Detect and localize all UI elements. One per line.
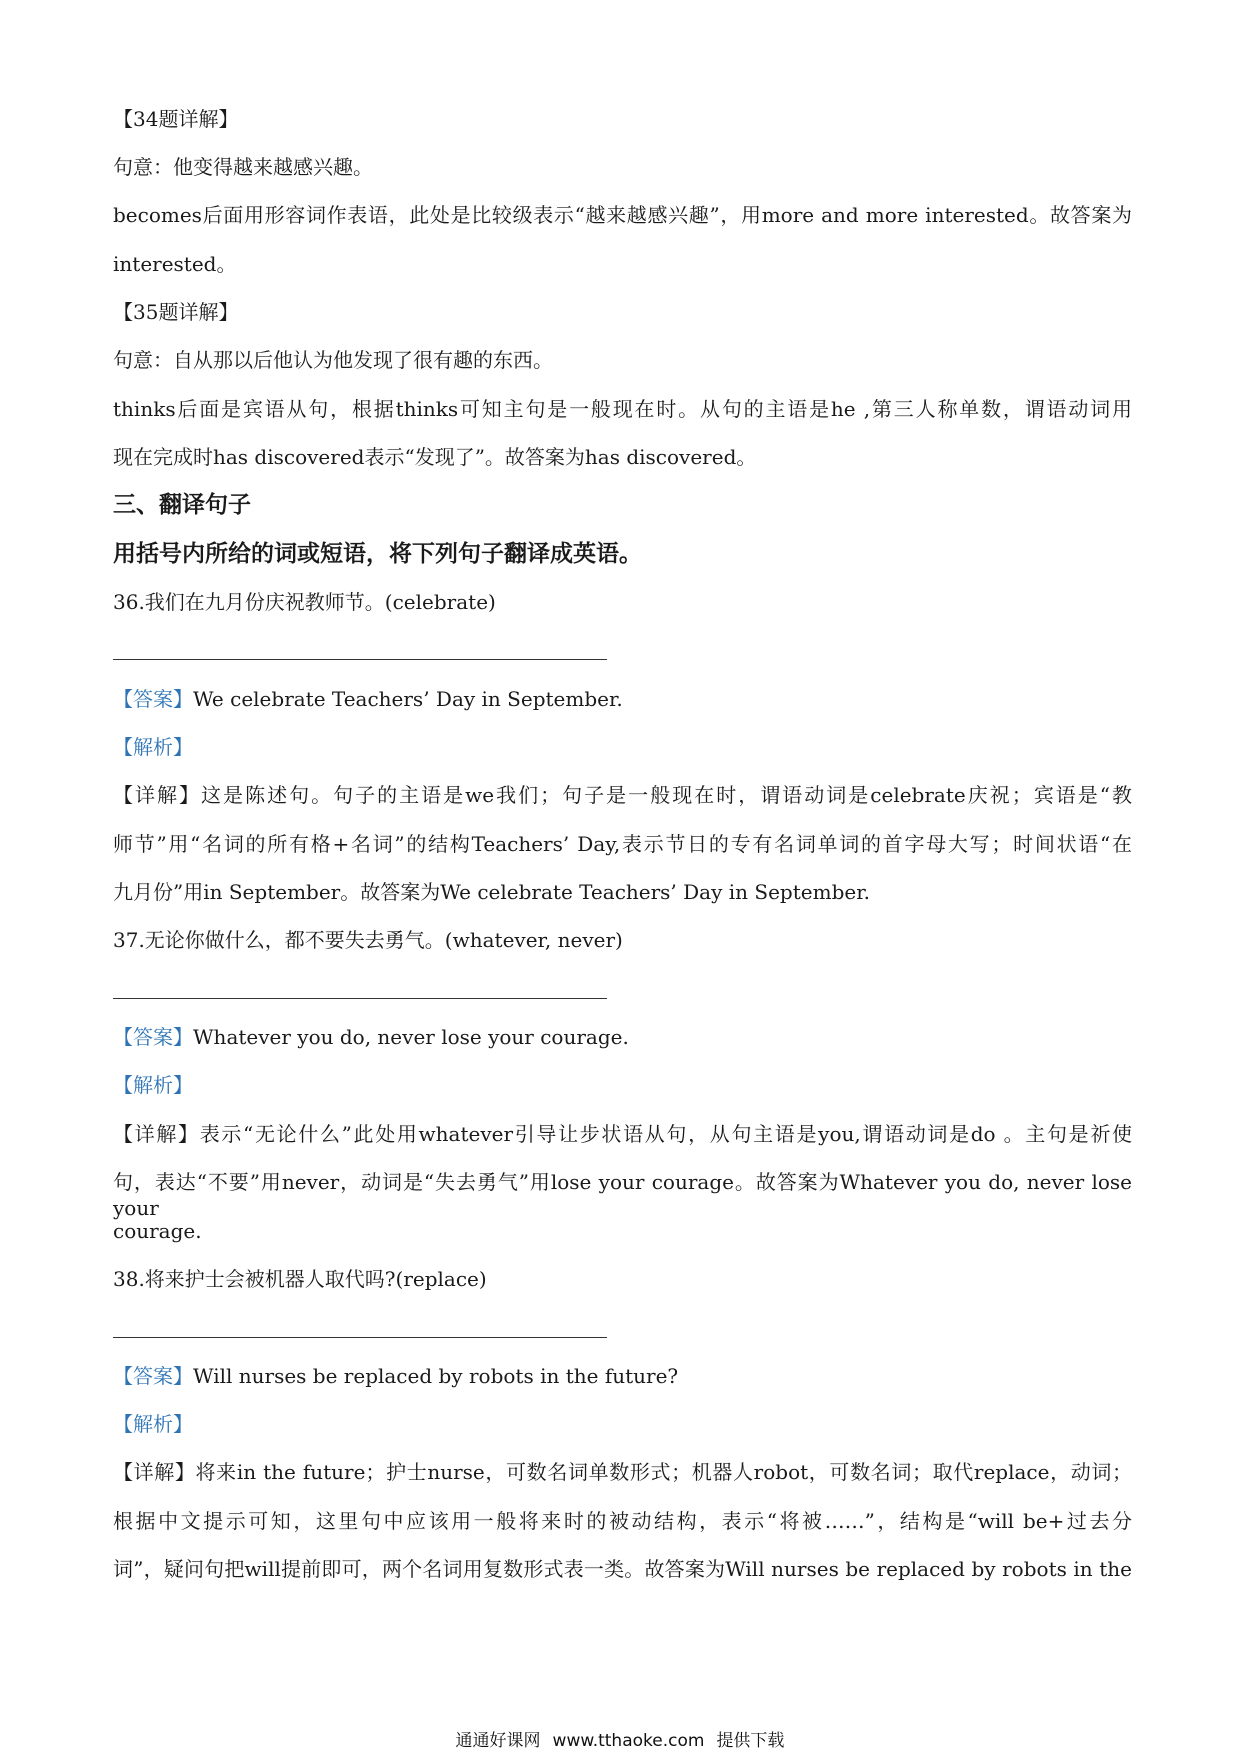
q37-answer-text: Whatever you do, never lose your courage. <box>193 1025 629 1049</box>
q38-question: 38.将来护士会被机器人取代吗?(replace) <box>113 1267 487 1291</box>
q37-analysis-tag: 【解析】 <box>113 1073 193 1097</box>
q38-answer <box>113 1363 1132 1389</box>
q36-question: 36.我们在九月份庆祝教师节。(celebrate) <box>113 590 496 614</box>
q34-meaning: 句意：他变得越来越感兴趣。 <box>113 155 373 179</box>
q36-detail-line-3: 九月份”用in September。故答案为We celebrate Teachers’ Day in September. <box>113 880 870 904</box>
q37-detail-line-1 <box>113 1121 1132 1147</box>
page-footer <box>0 1726 1240 1751</box>
q37-detail-line-2: 句，表达“不要”用never，动词是“失去勇气”用lose your courage。故答案为Whatever you do, never lose your <box>113 1170 1132 1220</box>
q38-detail-line-3: 词”，疑问句把will提前即可，两个名词用复数形式表一类。故答案为Will nurses be replaced by robots in the <box>113 1557 1132 1581</box>
q35-heading: 【35题详解】 <box>113 300 239 324</box>
q38-detail-text-1: 将来in the future；护士nurse，可数名词单数形式；机器人robot，可数名词；取代replace，动词； <box>195 1460 1132 1484</box>
q38-detail-line-1 <box>113 1459 1132 1485</box>
q37-answer-blank <box>113 998 607 999</box>
q38-analysis-tag: 【解析】 <box>113 1412 193 1436</box>
q37-detail-line-3: courage. <box>113 1219 202 1243</box>
q36-answer-tag: 【答案】 <box>113 687 193 711</box>
q34-explanation-line-2: interested。 <box>113 252 237 276</box>
q35-meaning: 句意：自从那以后他认为他发现了很有趣的东西。 <box>113 348 553 372</box>
q35-explanation-line-1: thinks后面是宾语从句，根据thinks可知主句是一般现在时。从句的主语是he ,第三人称单数，谓语动词用 <box>113 397 1132 421</box>
footer-site-name: 通通好课网 <box>455 1731 541 1751</box>
q37-answer <box>113 1024 1132 1050</box>
q36-answer-text: We celebrate Teachers’ Day in September. <box>193 687 623 711</box>
footer-url[interactable]: www.tthaoke.com <box>552 1731 705 1751</box>
q37-answer-tag: 【答案】 <box>113 1025 193 1049</box>
q36-detail-line-1 <box>113 782 1132 808</box>
q37-detail-text-1: 表示“无论什么”此处用whatever引导让步状语从句，从句主语是you,谓语动词是do 。主句是祈使 <box>199 1122 1132 1146</box>
q37-question: 37.无论你做什么，都不要失去勇气。(whatever, never) <box>113 928 623 952</box>
q38-detail-line-2: 根据中文提示可知，这里句中应该用一般将来时的被动结构，表示“将被……”，结构是“will be+过去分 <box>113 1509 1132 1533</box>
q36-detail-line-2: 师节”用“名词的所有格+名词”的结构Teachers’ Day,表示节日的专有名词单词的首字母大写；时间状语“在 <box>113 832 1132 856</box>
q36-detail-text-1: 这是陈述句。句子的主语是we我们；句子是一般现在时，谓语动词是celebrate庆祝；宾语是“教 <box>201 783 1133 807</box>
q36-answer-blank <box>113 659 607 660</box>
q36-analysis-tag: 【解析】 <box>113 735 193 759</box>
footer-note: 提供下载 <box>716 1731 785 1751</box>
q35-explanation-line-2: 现在完成时has discovered表示“发现了”。故答案为has discovered。 <box>113 445 757 469</box>
section-instruction: 用括号内所给的词或短语，将下列句子翻译成英语。 <box>113 540 642 567</box>
q38-detail-tag: 【详解】 <box>113 1460 196 1484</box>
q34-explanation-line-1: becomes后面用形容词作表语，此处是比较级表示“越来越感兴趣”，用more and more interested。故答案为 <box>113 203 1132 227</box>
q34-heading: 【34题详解】 <box>113 107 239 131</box>
q38-answer-tag: 【答案】 <box>113 1364 193 1388</box>
q38-answer-blank <box>113 1337 607 1338</box>
q36-answer <box>113 686 1132 712</box>
section-title: 三、翻译句子 <box>113 491 251 518</box>
q37-detail-tag: 【详解】 <box>113 1122 200 1146</box>
q38-answer-text: Will nurses be replaced by robots in the future? <box>193 1364 679 1388</box>
q36-detail-tag: 【详解】 <box>113 783 202 807</box>
